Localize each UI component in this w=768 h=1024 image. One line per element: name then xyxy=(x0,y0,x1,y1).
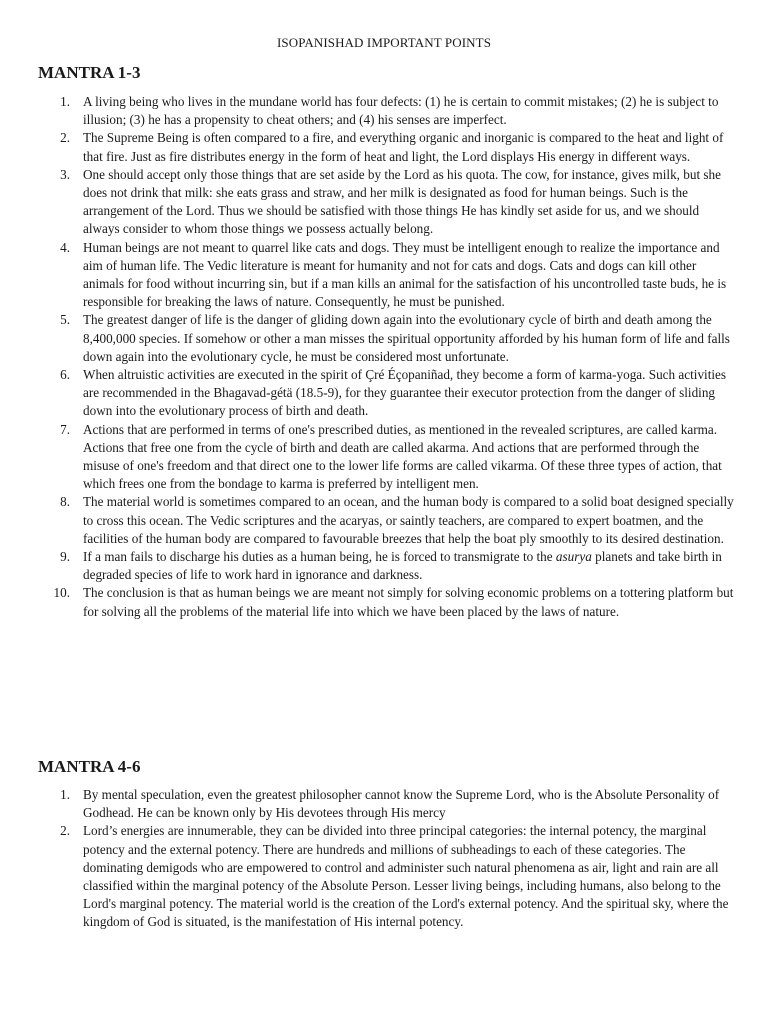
list-item xyxy=(38,311,738,366)
item-text-before: If a man fails to discharge his duties as a human being, he is forced to transmigrate to the xyxy=(83,549,556,565)
item-number: 8. xyxy=(60,494,70,510)
item-number: 9. xyxy=(60,549,70,565)
item-text: The material world is sometimes compared to an ocean, and the human body is compared to a solid boat designed specially to cross this ocean. The Vedic scriptures and the acaryas, or saintly teachers, are compared to expert boatmen, and the facilities of the human body are compared to favourable breezes that help the boat ply smoothly to its desired destination. xyxy=(83,494,734,546)
item-text: A living being who lives in the mundane world has four defects: (1) he is certain to commit mistakes; (2) he is subject to illusion; (3) he has a propensity to cheat others; and (4) his senses are imperfect. xyxy=(83,94,719,128)
item-number: 2. xyxy=(60,823,70,839)
list-item xyxy=(38,822,738,931)
section-heading-mantra-1-3: MANTRA 1-3 xyxy=(38,63,141,82)
item-number: 6. xyxy=(60,367,70,383)
item-text: When altruistic activities are executed in the spirit of Çré Éçopaniñad, they become a form of karma-yoga. Such activities are recommended in the Bhagavad-gétä (18.5-9), for they guarantee their executor protection from the danger of sliding down into the evolutionary process of birth and death. xyxy=(83,367,727,419)
list-item xyxy=(38,166,738,239)
item-number: 3. xyxy=(60,166,70,182)
list-item xyxy=(38,786,738,822)
item-number: 5. xyxy=(60,312,70,328)
item-text: The conclusion is that as human beings we are meant not simply for solving economic problems on a tottering platform but for solving all the problems of the material life into which we have been placed by the laws of nature. xyxy=(83,585,734,619)
list-item xyxy=(38,93,738,129)
list-item xyxy=(38,129,738,165)
item-number: 4. xyxy=(60,239,70,255)
document-title: ISOPANISHAD IMPORTANT POINTS xyxy=(276,35,492,50)
mantra-1-3-list xyxy=(38,93,738,621)
item-text: Lord’s energies are innumerable, they can be divided into three principal categories: the internal potency, the marginal potency and the external potency. There are hundreds and millions of subheadings to each of these categories. The dominating demigods who are empowered to control and administer such natural phenomena as air, light and rain are all classified within the marginal potency of the Absolute Person. Lesser living beings, including humans, also belong to the Lord's marginal potency. The material world is the creation of the Lord's external potency. And the spiritual sky, where the kingdom of God is situated, is the manifestation of His internal potency. xyxy=(83,823,729,930)
list-item xyxy=(38,366,738,421)
item-text: Actions that are performed in terms of one's prescribed duties, as mentioned in the revealed scriptures, are called karma. Actions that free one from the cycle of birth and death are called akarma. And actions that are performed through the misuse of one's freedom and that direct one to the lower life forms are called vikarma. Of these three types of action, that which frees one from the bondage to karma is preferred by intelligent men. xyxy=(83,421,722,492)
item-text: The Supreme Being is often compared to a fire, and everything organic and inorganic is compared to the heat and light of that fire. Just as fire distributes energy in the form of heat and light, the Lord displays His energy in different ways. xyxy=(83,130,724,164)
item-text: By mental speculation, even the greatest philosopher cannot know the Supreme Lord, who is the Absolute Personality of Godhead. He can be known only by His devotees through His mercy xyxy=(83,787,720,821)
item-text-emphasis: asurya xyxy=(555,549,592,565)
item-number: 1. xyxy=(60,787,70,802)
item-text-after: planets and take birth in degraded species of life to work hard in ignorance and darkness. xyxy=(83,549,722,583)
list-item xyxy=(38,239,738,312)
list-item xyxy=(38,421,738,494)
item-text: One should accept only those things that are set aside by the Lord as his quota. The cow, for instance, gives milk, but she does not drink that milk: she eats grass and straw, and her milk is designated as food for human beings. Such is the arrangement of the Lord. Thus we should be satisfied with those things He has kindly set aside for us, and we should always consider to whom those things we possess actually belong. xyxy=(83,166,721,237)
list-item xyxy=(38,493,738,548)
section-heading-mantra-4-6: MANTRA 4-6 xyxy=(38,757,141,776)
item-number: 10. xyxy=(53,585,70,601)
list-item xyxy=(38,584,738,620)
mantra-4-6-list xyxy=(38,786,738,932)
item-text: The greatest danger of life is the danger of gliding down again into the evolutionary cycle of birth and death among the 8,400,000 species. If somehow or other a man misses the spiritual opportunity afforded by his human form of life and falls down again into the evolutionary cycle, he must be considered most unfortunate. xyxy=(83,312,730,364)
item-text xyxy=(83,549,722,582)
list-item xyxy=(38,548,738,584)
item-text: Human beings are not meant to quarrel like cats and dogs. They must be intelligent enough to realize the importance and aim of human life. The Vedic literature is meant for humanity and not for cats and dogs. Cats and dogs can kill other animals for food without incurring sin, but if a man kills an animal for the satisfaction of his uncontrolled taste buds, he is responsible for breaking the laws of nature. Consequently, he must be punished. xyxy=(83,239,727,310)
item-number: 7. xyxy=(60,421,70,437)
item-number: 1. xyxy=(60,94,70,109)
item-number: 2. xyxy=(60,130,70,146)
